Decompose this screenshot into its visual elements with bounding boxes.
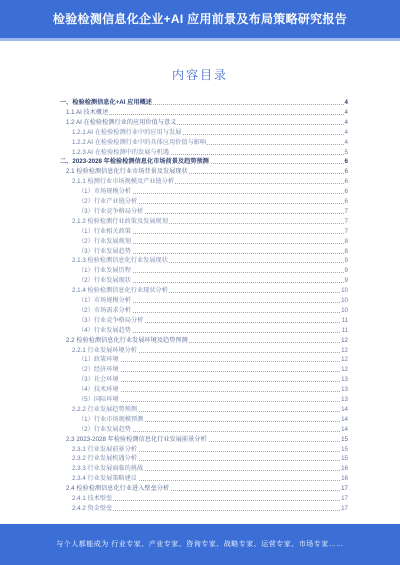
toc-entry[interactable] [72,455,348,463]
toc-entry[interactable] [72,178,348,186]
toc-entry[interactable] [78,198,348,206]
toc-entry-text: 2.3.3 行业发展面临的挑战 [72,465,144,473]
toc-entry-text: 二、2023-2028 年检验检测信息化市场前景及趋势预测 [60,158,209,166]
toc-page-number: 4 [344,118,348,126]
toc-entry[interactable] [78,307,348,315]
toc-entry-text: （2）行业产业链分析 [78,198,138,205]
toc-heading: 内容目录 [171,68,228,82]
toc-page-number: 6 [344,158,348,166]
toc-page-number: 10 [341,306,348,314]
toc-entry[interactable] [72,287,348,295]
toc-entry-text: 1.2.2 AI 在检验检测行业中的具体应用价值与影响 [72,138,207,146]
header-divider [0,38,400,41]
toc-entry[interactable] [78,356,348,364]
toc-entry[interactable] [72,139,348,147]
toc-page-number: 6 [344,188,348,196]
toc-page-number: 10 [341,287,348,295]
toc-entry[interactable] [66,436,348,444]
toc-page-number: 12 [341,366,348,374]
toc-entry[interactable] [72,465,348,473]
toc-page-number: 14 [341,425,348,433]
toc-page-number: 17 [341,495,348,502]
toc-page-number: 9 [344,257,348,265]
toc-page-number: 14 [341,415,348,423]
toc-entry[interactable] [78,228,348,236]
toc-entry[interactable] [66,119,348,127]
toc-entry[interactable] [78,238,348,246]
toc-page-number: 5 [344,148,348,156]
toc-page-number: 13 [341,396,348,403]
toc-page-number: 10 [341,297,348,304]
toc-entry[interactable] [72,257,348,265]
toc-entry[interactable] [78,267,348,275]
toc-page-number: 7 [344,227,348,235]
toc-entry-text: 2.3.1 行业发展前景分析 [72,445,137,453]
toc-page-number: 4 [344,128,348,136]
toc-page-number: 16 [341,465,348,473]
toc-page-number: 9 [344,267,348,275]
toc-entry[interactable] [78,297,348,305]
toc-entry-text: 1.1 AI 技术概述 [66,108,109,116]
toc-entry[interactable] [60,99,348,107]
toc-page-number: 8 [344,237,348,245]
toc-dot-leader [72,500,348,501]
toc-entry[interactable] [78,248,348,256]
toc-page-number: 13 [341,376,348,384]
toc-dot-leader [72,510,348,511]
toc-entry[interactable] [72,218,348,226]
toc-page-number: 17 [341,504,348,512]
toc-entry[interactable] [72,347,348,355]
toc-page-number: 6 [344,198,348,205]
toc-entry[interactable] [78,416,348,424]
toc-page-number: 6 [344,168,348,176]
toc-entry-text: 1.2.3 AI 在检验检测中的发展与机遇 [72,148,169,156]
toc-entry[interactable] [78,327,348,335]
toc-page-number: 12 [341,356,348,364]
toc-page-number: 4 [344,99,348,106]
toc-entry-text: （3）行业竞争格局分析 [78,207,144,215]
toc-entry-text: 2.4.2 资金壁垒 [72,504,113,512]
toc-entry[interactable] [66,485,348,493]
toc-entry-text: 2.1.2 检验检测行业政策及发展规划 [72,217,168,225]
toc-entry-text: 2.2.1 行业发展环境分析 [72,346,137,354]
toc-page-number: 4 [344,138,348,146]
toc-page-number: 16 [341,475,348,483]
toc-entry-text: 1.2 AI 在检验检测行业的应用价值与意义 [66,118,177,126]
toc-entry[interactable] [78,366,348,374]
toc-entry-text: 2.1.4 检验检测信息化行业现状分析 [72,287,168,295]
toc-entry-text: （2）经济环境 [78,366,119,374]
toc-entry-text: （1）行业相关政策 [78,227,131,235]
toc-entry[interactable] [78,277,348,285]
toc-entry-text: （1）政策环境 [78,356,119,364]
toc-entry-text: 2.3 2023-2028 年检验检测信息化行业发展前景分析 [66,435,207,443]
toc-entry-text: （1）行业市场规模预测 [78,415,144,423]
toc-page-number: 14 [341,405,348,413]
toc-entry[interactable] [72,505,348,513]
toc-page-number: 13 [341,386,348,394]
toc-entry-text: （1）行业发展历程 [78,267,131,275]
toc-entry[interactable] [78,396,348,404]
toc-entry-text: （2）市场需求分析 [78,306,131,314]
toc-page-number: 8 [344,247,348,255]
toc-entry-text: 一、检验检测信息化+AI 应用概述 [60,99,152,106]
toc-entry-text: 2.1.3 检验检测信息化行业发展现状 [72,257,168,265]
report-title: 检验检测信息化企业+AI 应用前景及布局策略研究报告 [52,12,348,26]
toc-entry[interactable] [78,426,348,434]
toc-entry-text: （4）技术环境 [78,386,119,394]
toc-entry-text: 1.2.1 AI 在检验检测行业中的应用与发展 [72,128,182,136]
toc-entry[interactable] [66,168,348,176]
toc-entry-text: （5）国际环境 [78,396,119,403]
toc-page-number: 11 [341,326,348,334]
toc-entry-text: （4）行业发展趋势 [78,326,131,334]
toc-entry-text: （3）行业竞争格局分析 [78,316,144,324]
toc-entry-text: 2.3.2 行业发展机遇分析 [72,455,137,463]
toc-entry-text: （1）市场规模分析 [78,297,131,304]
toc-entry[interactable] [78,317,348,325]
footer-bar [0,524,400,565]
toc-page-number: 4 [344,108,348,116]
toc-entry-text: 2.4.1 技术壁垒 [72,495,113,502]
toc-entry[interactable] [78,188,348,196]
toc-entry-text: 2.1.1 检测行业市场规模及产业链分析 [72,178,175,186]
toc-page-number: 12 [341,336,348,344]
toc-page-number: 11 [341,316,348,324]
toc-entry[interactable] [72,406,348,414]
toc-entry[interactable] [78,208,348,216]
toc-entry-text: 2.4 检验检测信息化行业进入壁垒分析 [66,485,170,493]
footer-text: 与个人都能成为 行业专家、产业专家、咨询专家、战略专家、运营专家、市场专家…… [56,541,344,548]
toc-entry-text: （2）行业发展趋势 [78,425,131,433]
toc-page-number: 7 [344,217,348,225]
toc-entry-text: 2.2.2 行业发展趋势预测 [72,405,137,413]
toc-entry[interactable] [66,337,348,345]
toc-entry[interactable] [72,475,348,483]
toc-entry-text: 2.1 检验检测信息化行业市场背景及发展现状 [66,168,188,176]
toc-page-number: 15 [341,455,348,463]
toc-entry[interactable] [60,158,348,166]
toc-entry-text: 2.3.4 行业发展策略建议 [72,475,137,483]
toc-entry-text: （3）社会环境 [78,376,119,384]
toc-entry[interactable] [66,109,348,117]
toc-entry[interactable] [72,129,348,137]
toc-page-number: 7 [344,207,348,215]
toc-entry[interactable] [72,149,348,157]
toc-entry-text: 2.2 检验检测信息化行业发展环境及趋势预测 [66,336,188,344]
toc-entry-text: （2）行业发展规划 [78,237,131,245]
toc-entry[interactable] [72,446,348,454]
toc-entry-text: （1）市场规模分析 [78,188,131,196]
toc-page-number: 15 [341,445,348,453]
toc-page-number: 12 [341,346,348,354]
toc-page-number: 6 [344,178,348,186]
toc-entry[interactable] [78,376,348,384]
toc-entry[interactable] [78,386,348,394]
toc-page-number: 17 [341,485,348,493]
toc-page-number: 15 [341,435,348,443]
toc-entry-text: （2）行业发展现状 [78,277,131,285]
toc-entry-text: （3）行业发展趋势 [78,247,131,255]
toc-page-number: 9 [344,277,348,285]
toc-entry[interactable] [72,495,348,503]
